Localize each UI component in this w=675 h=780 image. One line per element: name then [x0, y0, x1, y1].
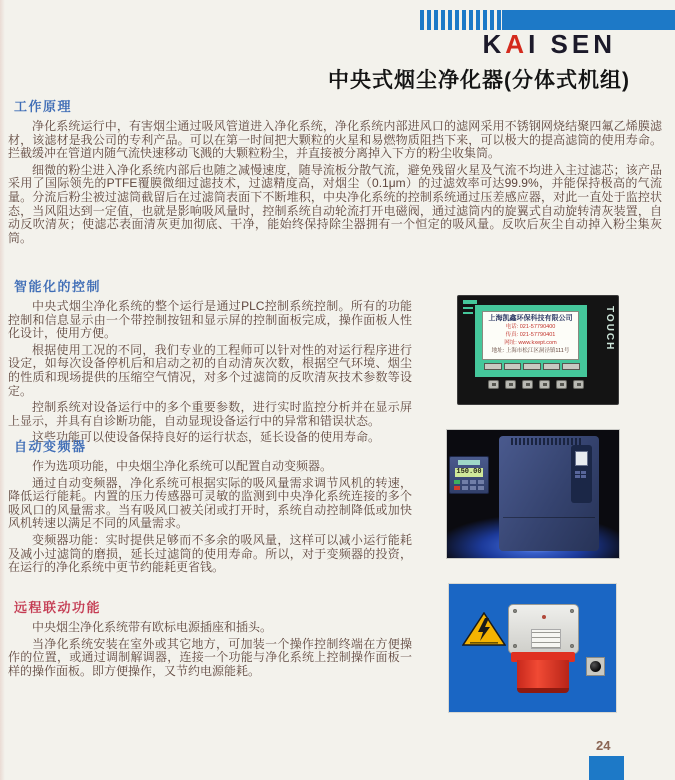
onscreen-button: [543, 363, 561, 370]
paragraph: 根据使用工况的不同，我们专业的工程师可以针对性的对运行程序进行设定，如每次设备停机后和启动之初的自动清灰次数，根据空气环境、烟尘的性质和现场提供的压缩空气情况，对多个过滤筒的反吹清灰技术参数等设定。: [8, 342, 412, 398]
paragraph: 作为选项功能，中央烟尘净化系统可以配置自动变频器。: [32, 459, 333, 473]
electric-hazard-warning-icon: [462, 612, 506, 646]
page-title: 中央式烟尘净化器(分体式机组): [328, 69, 630, 92]
company-name: 上海凯鑫环保科技有限公司: [488, 315, 573, 322]
socket-housing: [508, 604, 579, 654]
section-remote-linkage: [8, 597, 412, 681]
panel-led: [463, 307, 473, 309]
section-working-principle: [8, 96, 662, 248]
keypad-lcd-display: 150.00: [456, 468, 482, 476]
onscreen-button: [523, 363, 541, 370]
paragraph: 通过自动变频器，净化系统可根据实际的吸风量需求调节风机的转速，降低运行能耗。内置的压力传感器可灵敏的监测到中央净化系统连接的多个吸风口的风量需求。当有吸风口被关闭或打开时，系统自动控制降低或加快风机转速以满足不同的风量需求。: [8, 475, 412, 531]
function-key-row: [488, 380, 584, 389]
screw-icon: [570, 644, 574, 648]
section-heading: 智能化的控制: [14, 279, 102, 294]
company-fax: 传真: 021-57790401: [505, 332, 556, 338]
touch-brand-label: TOUCH: [604, 306, 615, 352]
header-accent-bar: [420, 10, 675, 30]
paragraph: 中央式烟尘净化系统的整个运行是通过PLC控制系统控制。所有的功能控制和信息显示由一个带控制按钮和显示屏的控制面板完成，操作面板人性化设计，使用方便。: [8, 299, 412, 341]
section-heading: 自动变频器: [14, 439, 87, 454]
function-key: [573, 380, 584, 389]
panel-led: [463, 312, 473, 314]
function-key: [488, 380, 499, 389]
section-heading: 工作原理: [14, 99, 73, 114]
stripe-decoration: [420, 10, 502, 30]
section-auto-inverter: [8, 436, 412, 578]
kaisen-logo: [483, 29, 616, 60]
inverter-mini-keys: [575, 471, 588, 478]
inverter-mini-screen: [575, 451, 588, 466]
case-seam: [503, 517, 595, 518]
key-switch: [586, 657, 605, 676]
section-heading: 远程联动功能: [14, 600, 102, 615]
plug-rim: [517, 688, 569, 693]
company-website: 网址: www.kxept.com: [504, 340, 557, 346]
solid-bar: [502, 10, 675, 30]
panel-indicator-chip: [463, 300, 477, 304]
paragraph: 细微的粉尘进入净化系统内部后也随之减慢速度，随导流板分散气流，避免残留火星及气流不均进入主过滤芯；该产品采用了国际领先的PTFE覆膜微细过滤技术，过滤精度高，对烟尘（0.1μm）的过滤效率可达99.9%，并能保持极高的气流量。分流后粉尘被过滤筒截留后在过滤筒表面下不断堆积，中央净化系统的控制系统通过压差感应器，对此一直处于监控状态，当风阻达到一定值，也就是影响吸风量时，控制系统自动轮流打开电磁阀，通过滤筒内的旋翼式自动旋转清灰装置，自动反吹清灰；使滤芯表面清灰更加彻底、干净，能始终保持除尘器拥有一个恒定的吸风量。反吹后灰尘自动掉入粉尘集灰筒。: [8, 162, 662, 245]
logo-letter: K: [482, 29, 506, 59]
company-phone: 电话: 021-57790400: [505, 324, 556, 330]
function-key: [505, 380, 516, 389]
latch-dot: [542, 615, 546, 619]
screw-icon: [570, 609, 574, 613]
logo-letters: I SEN: [528, 29, 616, 59]
section-intelligent-control: [8, 276, 412, 448]
logo-letter-accent: A: [505, 29, 529, 59]
touch-screen: [475, 305, 587, 377]
company-info-card: [482, 311, 579, 360]
inverter-keypad: [449, 456, 489, 494]
paragraph: 控制系统对设备运行中的多个重要参数，进行实时监控分析并在显示屏上显示，并具有自诊断功能，自动显现设备运行中的异常和错误状态。: [8, 400, 412, 428]
vent-grille: [511, 438, 583, 445]
paragraph: 中央烟尘净化系统带有欧标电源插座和插头。: [32, 620, 273, 634]
paragraph: 当净化系统安装在室外或其它地方，可加装一个操作控制终端在方便操作的位置，或通过调制解调器，连接一个功能与净化系统上控制操作面板一样的操作面板。即方便操作，又节约电源能耗。: [8, 636, 412, 678]
company-address: 地址: 上海市松江区洞泾镇111号: [491, 348, 570, 354]
function-key: [556, 380, 567, 389]
inverter-display-panel: [571, 445, 592, 503]
page-number: 24: [596, 738, 611, 753]
power-socket-photo: [448, 583, 617, 713]
onscreen-button-row: [484, 363, 580, 370]
rating-label: [531, 629, 561, 649]
screw-icon: [513, 644, 517, 648]
paragraph: 这些功能可以使设备保持良好的运行状态，延长设备的使用寿命。: [32, 430, 381, 445]
footer-accent-square: [589, 756, 624, 780]
keypad-buttons: [454, 480, 484, 490]
paragraph: 净化系统运行中，有害烟尘通过吸风管道进入净化系统，净化系统内部进风口的滤网采用不锈钢网烧结聚四氟乙烯膜滤材，该滤材是我公司的专利产品。可以在第一时间把大颗粒的火星和易燃物质阻挡下来，可以极大的提高滤筒的使用寿命。拦截缓冲在管道内随气流快速移动飞溅的大颗粒粉尘，并直接被分离掉入下方的粉尘收集筒。: [8, 119, 662, 161]
inverter-unit: [499, 436, 599, 551]
keypad-label-strip: [458, 460, 481, 465]
screw-icon: [513, 609, 517, 613]
function-key: [539, 380, 550, 389]
onscreen-button: [504, 363, 522, 370]
onscreen-button: [484, 363, 502, 370]
onscreen-button: [562, 363, 580, 370]
function-key: [522, 380, 533, 389]
key-switch-circle-icon: [590, 661, 601, 672]
touch-control-panel-photo: [457, 295, 619, 405]
paragraph: 变频器功能：实时提供足够而不多余的吸风量，这样可以减小运行能耗及减小过滤筒的磨损，延长过滤筒的使用寿命。所以，对于变频器的投资，在运行的净化系统中更节约能耗更省钱。: [8, 532, 412, 575]
frequency-inverter-photo: [446, 429, 620, 559]
